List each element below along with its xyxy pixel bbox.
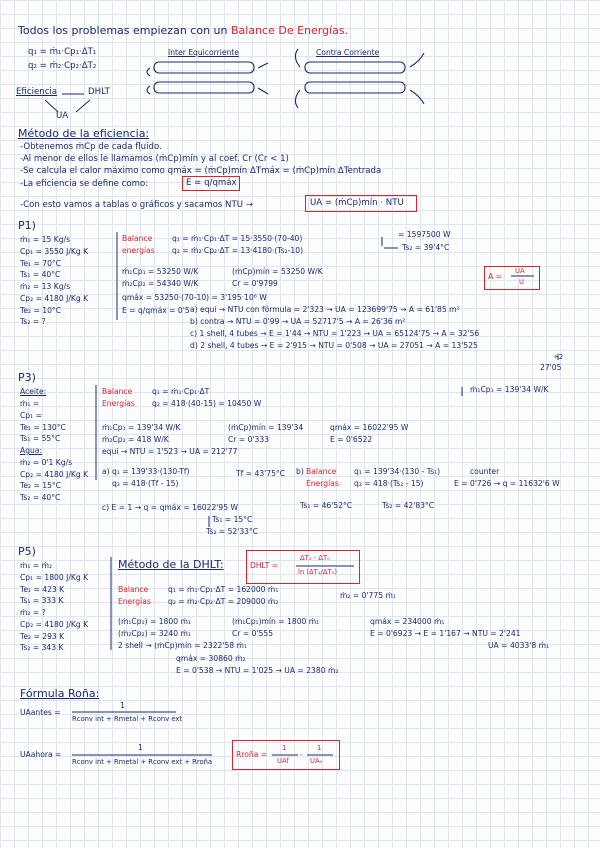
p3-mc2: ṁ₂Cp₂ = 418 W/K — [102, 435, 169, 444]
p3-te1: Te₁ = 130°C — [20, 423, 66, 432]
ntu-formula: UA = (ṁCp)mín · NTU — [310, 198, 404, 208]
p3-ts2: Ts₂ = 40°C — [20, 493, 61, 502]
p1-case-d: d) 2 shell, 4 tubes → E = 2'915 → NTU = 0'508 → UA = 27051 → A = 13'525 — [190, 341, 478, 350]
method-line-3: -Se calcula el calor máximo como qmáx = (ṁCp)mín ΔTmáx = (ṁCp)mín ΔTentrada — [20, 166, 382, 176]
p3-case-c-3: Ts₂ = 52'33°C — [206, 527, 259, 536]
p5-eq2: q₂ = ṁ₂·Cp₂·ΔT = 209000 ṁ₂ — [168, 597, 279, 606]
p3-mc1: ṁ₁Cp₁ = 139'34 W/K — [102, 423, 181, 432]
p5-te2: Te₂ = 293 K — [20, 632, 65, 641]
p3-m1: ṁ₁ = — [20, 399, 40, 408]
p1-case-d-div: ÷2 — [553, 353, 564, 361]
rona-b-den: UA₀ — [310, 757, 323, 765]
p3-cp2: Cp₂ = 4180 J/Kg K — [20, 470, 89, 479]
p1-mc1: ṁ₁Cp₁ = 53250 W/K — [122, 267, 199, 276]
p3-case-c-2: Ts₁ = 15°C — [212, 515, 253, 524]
rona-a-den: UAf — [277, 757, 289, 765]
ua-antes-num: 1 — [120, 701, 125, 710]
p3-agua: Agua: — [20, 446, 43, 455]
method-line-4: -La eficiencia se define como: — [20, 179, 149, 189]
dhlt-num: ΔT₁ - ΔT₀ — [300, 554, 330, 562]
equicorriente-title: Inter Equicorriente — [168, 48, 239, 57]
dhlt-lhs: DHLT = — [250, 561, 279, 570]
p3-aceite: Aceite: — [20, 387, 47, 396]
p1-eq1: q₁ = ṁ₁·Cp₁·ΔT = 15·3550·(70-40) — [172, 234, 303, 243]
p1-cp2: Cp₂ = 4180 J/Kg K — [20, 294, 89, 303]
p5-m2: ṁ₂ = ? — [20, 608, 46, 617]
rona-title: Fórmula Roña: — [20, 687, 100, 700]
p3-ts1: Ts₁ = 55°C — [20, 434, 61, 443]
p5-method-title: Método de la DHLT: — [118, 558, 224, 571]
p1-case-b: b) contra → NTU = 0'99 → UA = 52717'5 → A = 26'36 m² — [190, 317, 406, 326]
p1-eq1-result: = 1597500 W — [398, 230, 451, 239]
p5-eq1: q₁ = ṁ₁·Cp₁·ΔT = 162000 ṁ₁ — [168, 585, 279, 594]
equicorriente-diagram — [147, 62, 268, 94]
intro-title: Todos los problemas empiezan con un — [18, 24, 228, 37]
p3-eq-result: ṁ₁Cp₁ = 139'34 W/K — [470, 385, 549, 394]
p5-te1: Te₁ = 423 K — [20, 585, 65, 594]
p3-efficiency: E = 0'6522 — [330, 435, 373, 444]
p3-counter: counter — [470, 467, 500, 476]
p3-min: (ṁCp)mín = 139'34 — [228, 423, 304, 432]
ua-antes-den: Rconv int + Rmetal + Rconv ext — [72, 715, 183, 723]
p1-mc2: ṁ₂Cp₂ = 54340 W/K — [122, 279, 199, 288]
p1-title: P1) — [18, 219, 36, 232]
rona-lhs: Rroña = — [236, 750, 268, 759]
p3-case-b-result: E = 0'726 → q = 11632'6 W — [454, 479, 560, 488]
p3-eq1: q₁ = ṁ₁·Cp₁·ΔT — [152, 387, 210, 396]
p5-cr: Cr = 0'555 — [232, 629, 274, 638]
rona-a-num: 1 — [282, 744, 287, 752]
p1-te1: Te₁ = 70°C — [20, 259, 62, 268]
p1-energias-label: energías — [122, 246, 155, 255]
p5-title: P5) — [18, 545, 36, 558]
ua-ahora-den: Rconv int + Rmetal + Rconv ext + Rroña — [72, 758, 213, 766]
p3-eq2: q₂ = 418·(40-15) = 10450 W — [152, 399, 262, 408]
p1-area-num: UA — [515, 267, 525, 275]
p1-m2: ṁ₂ = 13 Kg/s — [20, 282, 71, 291]
p1-cp1: Cp₁ = 3550 J/Kg K — [20, 247, 89, 256]
ua-antes-lhs: UAantes = — [20, 708, 61, 717]
p1-balance-label: Balance — [122, 234, 153, 243]
p3-te2: Te₂ = 15°C — [20, 481, 62, 490]
p3-case-a-result: Tf = 43'75°C — [236, 469, 286, 478]
p3-m2: ṁ₂ = 0'1 Kg/s — [20, 458, 73, 467]
p3-case-b-label: b) — [296, 467, 304, 476]
p5-min: (ṁ₁Cp₁)mín = 1800 ṁ₁ — [232, 617, 320, 626]
method-line-5: -Con esto vamos a tablas o gráficos y sacamos NTU → — [20, 200, 253, 210]
p5-ts2: Ts₂ = 343 K — [20, 643, 64, 652]
method-title: Método de la eficiencia: — [18, 127, 150, 140]
contracorriente-diagram — [295, 49, 424, 108]
p5-efficiency: E = 0'6923 → E = 1'167 → NTU = 2'241 — [370, 629, 521, 638]
contracorriente-title: Contra Corriente — [316, 48, 380, 57]
p1-ts2: Ts₂ = ? — [20, 317, 46, 326]
p1-eq2: q₂ = ṁ₂·Cp₂·ΔT = 13·4180·(Ts₂-10) — [172, 246, 304, 255]
p3-energias-label: Energías — [102, 399, 135, 408]
efficiency-formula: E = q/qmáx — [186, 178, 237, 188]
p3-case-b-ts2: Ts₂ = 42'83°C — [382, 501, 435, 510]
p3-title: P3) — [18, 371, 36, 384]
rona-minus: - — [300, 750, 303, 759]
q2-formula: q₂ = ṁ₂·Cp₂·ΔT₂ — [28, 61, 97, 71]
p1-ts1: Ts₁ = 40°C — [20, 270, 61, 279]
p1-case-c: c) 1 shell, 4 tubes → E = 1'44 → NTU = 1'223 → UA = 65124'75 → A = 32'56 — [190, 329, 480, 338]
p1-te2: Te₂ = 10°C — [20, 306, 62, 315]
p5-mc1: (ṁ₁Cp₁) = 1800 ṁ₁ — [118, 617, 191, 626]
p3-b-balance: Balance — [306, 467, 337, 476]
p5-cp2: Cp₂ = 4180 J/Kg K — [20, 620, 89, 629]
p1-efficiency: E = q/qmáx = 0'5 — [122, 306, 190, 315]
p3-case-b-1: q₁ = 139'34·(130 - Ts₁) — [354, 467, 441, 476]
p3-case-b-2: q₂ = 418·(Ts₂ - 15) — [354, 479, 424, 488]
p5-qmax: qmáx = 234000 ṁ₁ — [370, 617, 445, 626]
p3-case-c-1: c) E = 1 → q = qmáx = 16022'95 W — [102, 503, 238, 512]
p3-qmax: qmáx = 16022'95 W — [330, 423, 409, 432]
p1-area-label: A = — [488, 272, 502, 281]
p5-result: E = 0'538 → NTU = 1'025 → UA = 2380 ṁ₂ — [176, 666, 339, 675]
p5-qmax2: qmáx = 30860 ṁ₂ — [176, 654, 246, 663]
dhlt-den: ln (ΔT₁/ΔT₀) — [298, 568, 338, 576]
intro-title-highlight: Balance De Energías. — [230, 24, 349, 37]
p5-m: ṁ₁ = ṁ₂ — [20, 561, 53, 570]
p3-balance-label: Balance — [102, 387, 133, 396]
p3-case-a-1: a) q₁ = 139'33·(130-Tf) — [102, 467, 190, 476]
p1-case-a: a) equi → NTU con fórmula = 2'323 → UA = 123699'75 → A = 61'85 m² — [190, 305, 460, 314]
p5-balance-label: Balance — [118, 585, 149, 594]
q1-formula: q₁ = ṁ₁·Cp₁·ΔT₁ — [28, 47, 97, 57]
p5-ua1: UA = 4033'8 ṁ₁ — [488, 641, 550, 650]
p3-case-b-ts1: Ts₁ = 46'52°C — [300, 501, 353, 510]
p5-energias-label: Energías — [118, 597, 151, 606]
ua-ahora-lhs: UAahora = — [20, 750, 62, 759]
p1-case-d-result: 27'05 — [540, 363, 562, 372]
p5-shell: 2 shell → (ṁCp)mín = 2322'58 ṁ₁ — [118, 641, 247, 650]
p5-eq-result: ṁ₂ = 0'775 ṁ₁ — [340, 591, 396, 600]
p3-cr: Cr = 0'333 — [228, 435, 270, 444]
p5-ts1: Ts₁ = 333 K — [20, 596, 64, 605]
p3-equi: equi → NTU = 1'523 → UA = 212'77 — [102, 447, 238, 456]
method-line-1: -Obtenemos ṁCp de cada fluido. — [20, 142, 162, 152]
p1-eq2-result: Ts₂ = 39'4°C — [402, 243, 450, 252]
p1-cr: Cr = 0'9799 — [232, 279, 278, 288]
dhlt-label: DHLT — [88, 87, 110, 97]
eficiencia-label: Eficiencia — [16, 87, 58, 97]
p1-m1: ṁ₁ = 15 Kg/s — [20, 235, 71, 244]
p1-area-den: U — [519, 278, 524, 286]
p1-min: (ṁCp)mín = 53250 W/K — [232, 267, 323, 276]
p1-qmax: qmáx = 53250·(70-10) = 3'195·10⁶ W — [122, 293, 267, 302]
method-line-2: -Al menor de ellos le llamamos (ṁCp)mín y al coef. Cr (Cr < 1) — [20, 154, 289, 164]
p5-cp1: Cp₁ = 1800 J/Kg K — [20, 573, 89, 582]
p3-b-energias: Energías — [306, 479, 339, 488]
ua-ahora-num: 1 — [138, 743, 143, 752]
ua-label: UA — [56, 111, 69, 121]
rona-b-num: 1 — [317, 744, 322, 752]
p5-mc2: (ṁ₂Cp₂) = 3240 ṁ₁ — [118, 629, 191, 638]
p3-cp1: Cp₁ = — [20, 411, 42, 420]
p3-case-a-2: q₂ = 418·(Tf - 15) — [112, 479, 179, 488]
